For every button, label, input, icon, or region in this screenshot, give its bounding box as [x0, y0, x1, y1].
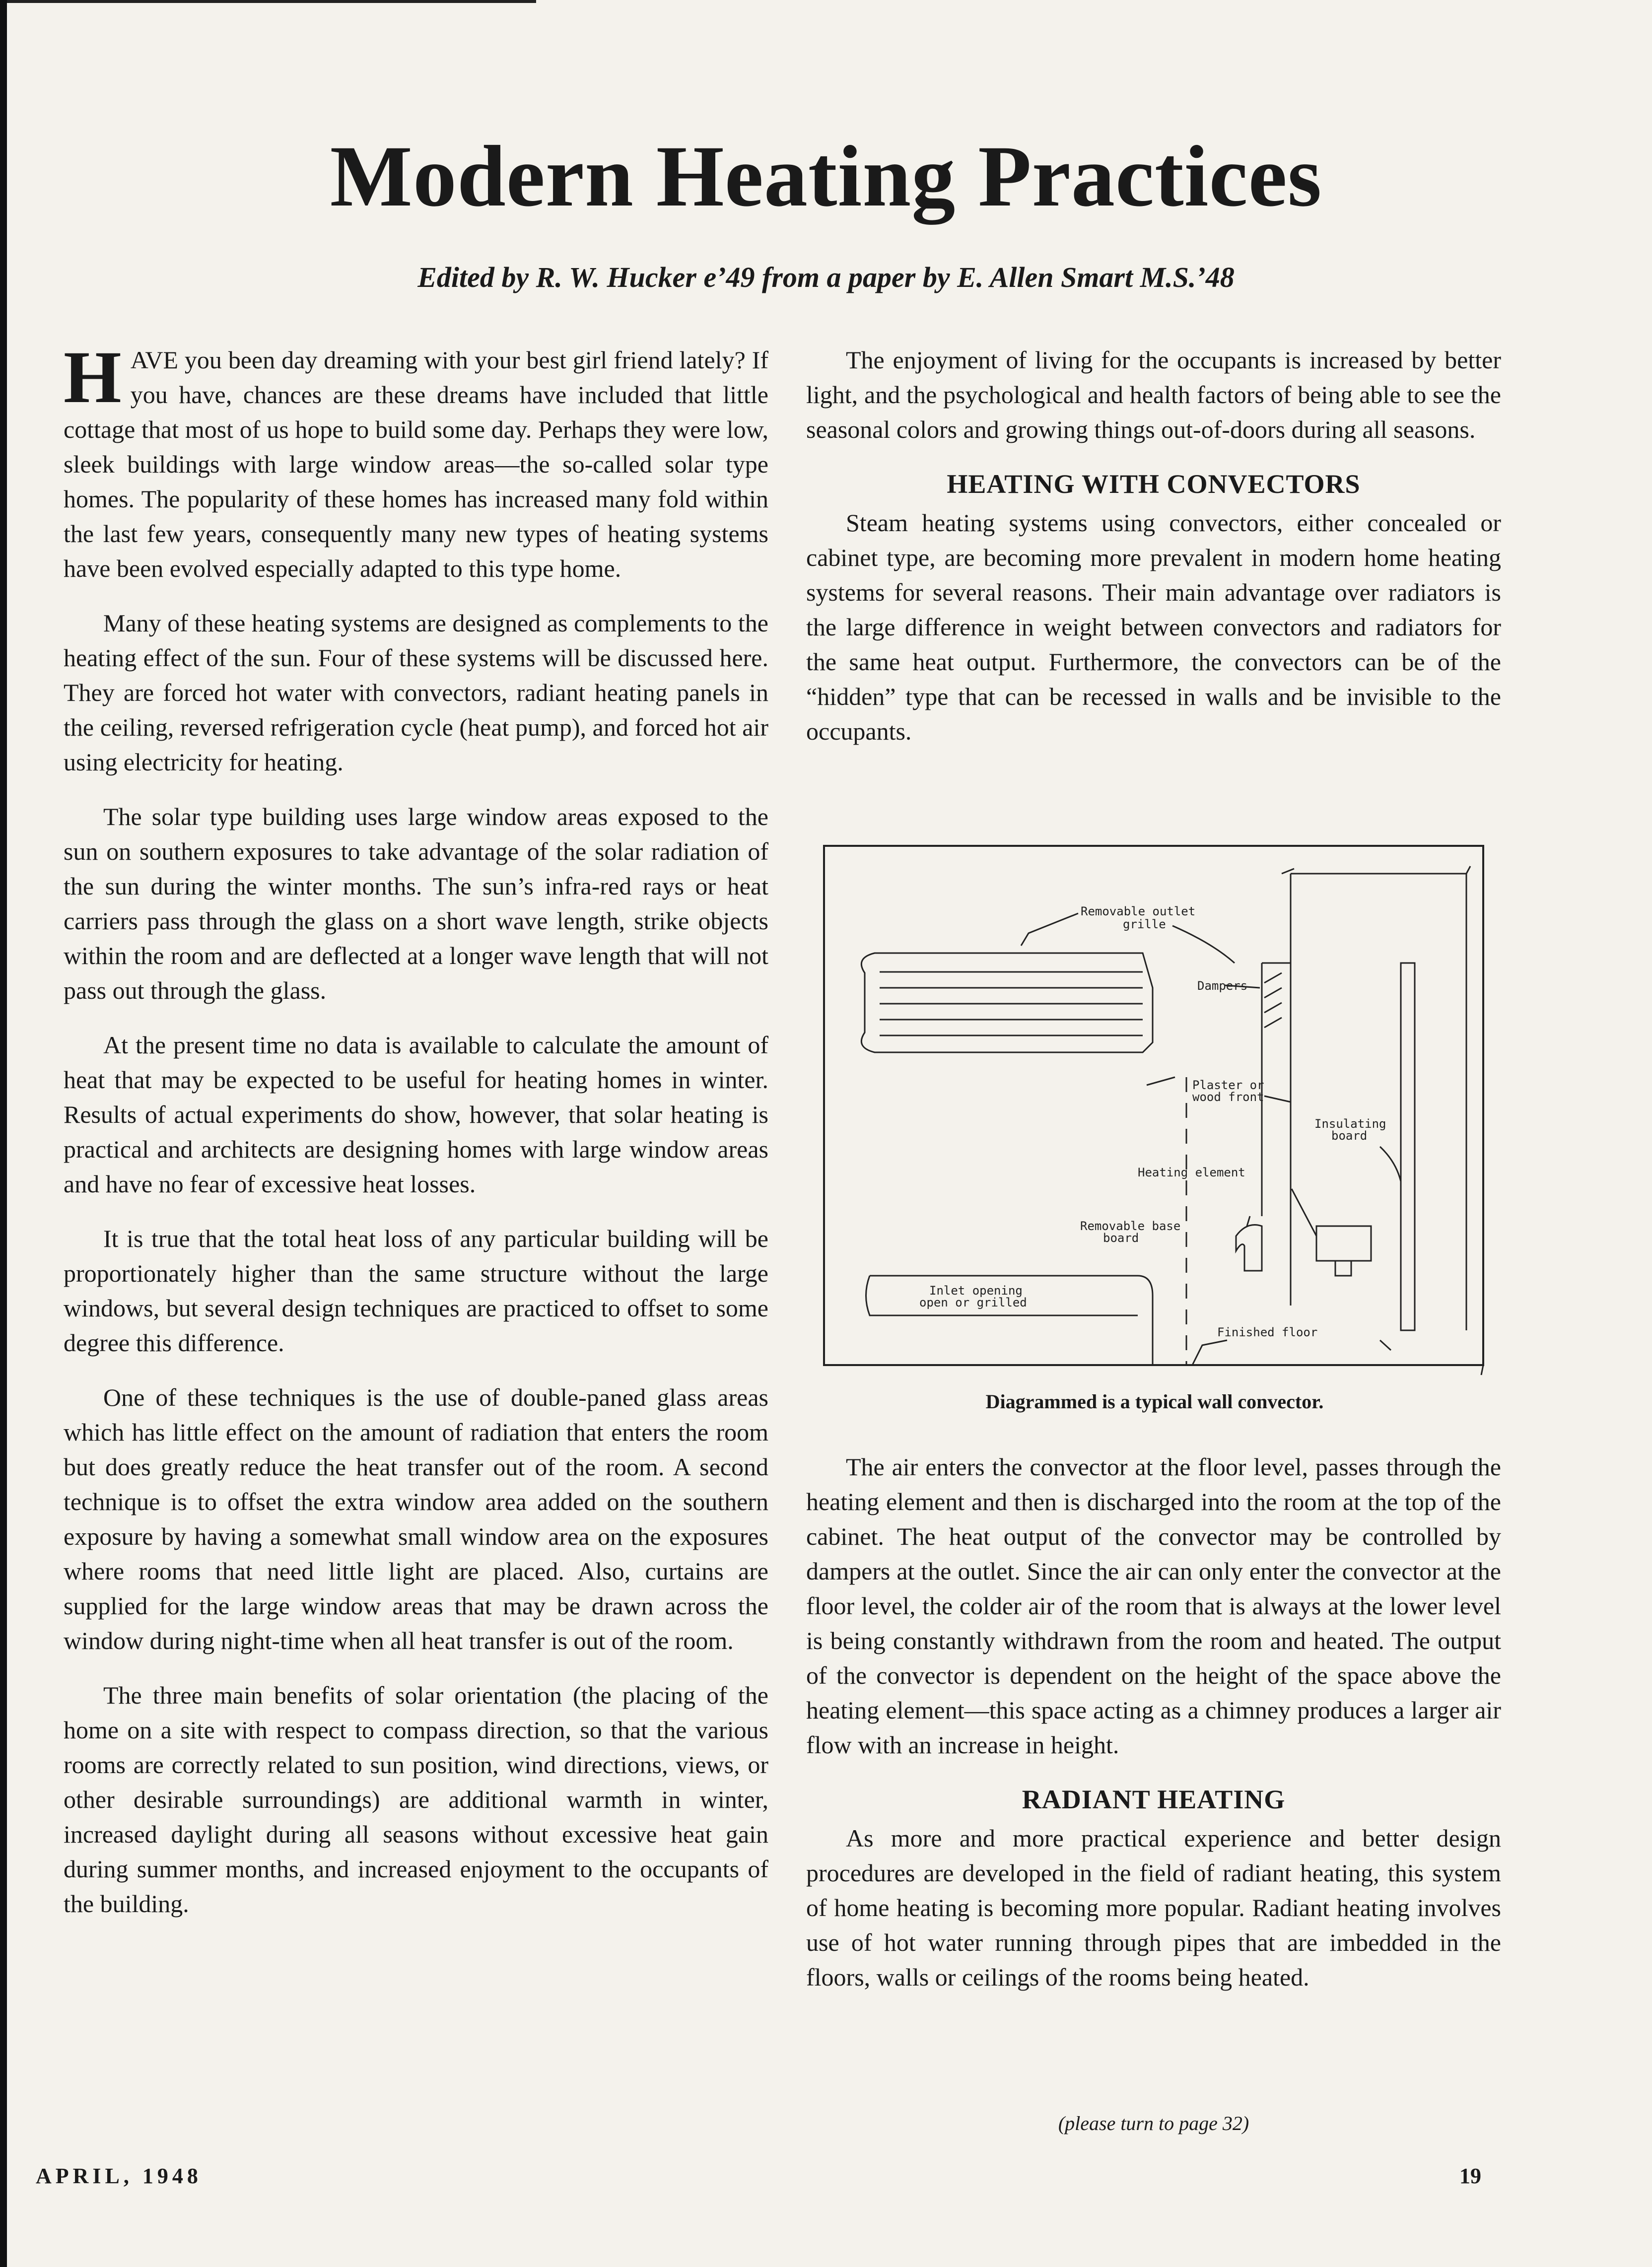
label-inlet-1: Inlet opening — [929, 1284, 1023, 1298]
drop-cap: H — [64, 336, 122, 418]
paragraph-3: The solar type building uses large window areas exposed to the sun on southern exposures to take advantage of the solar radiation of the sun during the winter months. The sun’s infra-red rays or heat carriers pass through the glass on a short wave length, strike objects within the room and are deflected at a longer wave length that will not pass out through the glass. — [64, 803, 768, 1004]
label-plaster-2: wood front — [1192, 1090, 1264, 1104]
label-insulating-2: board — [1331, 1129, 1368, 1143]
page-edge — [0, 0, 7, 2267]
label-heating-element: Heating element — [1138, 1166, 1245, 1179]
footer-date: APRIL, 1948 — [36, 2164, 202, 2188]
paragraph-7: The three main benefits of solar orientation (the placing of the home on a site with respect to compass direction, so that the various rooms are correctly related to sun position, wind directions, views, or other desirable surroundings) are additional warmth in winter, increased daylight during all seasons without excessive heat gain during summer months, and increased enjoyment to the occupants of the building. — [64, 1681, 768, 1918]
paragraph-8: The enjoyment of living for the occupants is increased by better light, and the psychological and health factors of being able to see the seasonal colors and growing things out-of-doors during all seasons. — [806, 346, 1501, 443]
paragraph-11: As more and more practical experience and better design procedures are developed in the field of radiant heating, this system of home heating is becoming more popular. Radiant heating involves use of hot water running through pipes that are imbedded in the floors, walls or ceilings of the rooms being heated. — [806, 1824, 1501, 1991]
paragraph-10: The air enters the convector at the floor level, passes through the heating element and then is discharged into the room at the top of the cabinet. The heat output of the convector may be controlled by dampers at the outlet. Since the air can only enter the convector at the floor level, the colder air of the room that is always at the lower level is being constantly withdrawn from the room and heated. The output of the convector is dependent on the height of the space above the heating element—this space acting as a chimney produces a larger air flow with an increase in height. — [806, 1453, 1501, 1759]
section-heading-radiant: RADIANT HEATING — [1022, 1785, 1286, 1814]
byline: Edited by R. W. Hucker e’49 from a paper by E. Allen Smart M.S.’48 — [417, 261, 1235, 293]
page-number: 19 — [1459, 2164, 1481, 2188]
paragraph-1: HAVE you been day dreaming with your best girl friend lately? If you have, chances are these dreams have included that little cottage that most of us hope to build some day. Perhaps they were low, sleek buildings with large window areas—the so-called solar type homes. The popularity of these homes has increased many fold within the last few years, consequently many new types of heating systems have been evolved especially adapted to this type home. — [64, 336, 768, 582]
label-base-2: board — [1103, 1231, 1139, 1245]
label-base-1: Removable base — [1080, 1219, 1181, 1233]
right-column-bottom — [806, 1449, 1501, 2014]
section-heading-convectors: HEATING WITH CONVECTORS — [947, 469, 1361, 499]
label-outlet-1: Removable outlet — [1081, 904, 1196, 918]
left-column — [64, 336, 768, 1941]
label-floor: Finished floor — [1217, 1325, 1318, 1339]
right-column-top — [806, 343, 1501, 768]
paragraph-2: Many of these heating systems are designed as complements to the heating effect of the sun. Four of these systems will be discussed here. They are forced hot water with convectors, radiant heating panels in the ceiling, reversed refrigeration cycle (heat pump), and forced hot air using electricity for heating. — [64, 609, 768, 776]
article-title: Modern Heating Practices — [330, 128, 1322, 225]
convector-diagram — [815, 839, 1494, 1390]
paragraph-5: It is true that the total heat loss of any particular building will be proportionately higher than the same structure without the large windows, but several design techniques are practiced to offset to some degree this difference. — [64, 1225, 768, 1357]
label-dampers: Dampers — [1197, 979, 1248, 993]
top-rule — [0, 0, 536, 3]
continuation-note: (please turn to page 32) — [1058, 2112, 1249, 2134]
label-insulating-1: Insulating — [1314, 1117, 1386, 1131]
paragraph-4: At the present time no data is available to calculate the amount of heat that may be expected to be useful for heating homes in winter. Results of actual experiments do show, however, that solar heating is practical and architects are designing homes with large window areas and have no fear of excessive heat losses. — [64, 1031, 768, 1198]
figure-caption: Diagrammed is a typical wall convector. — [985, 1390, 1324, 1413]
label-plaster-1: Plaster or — [1192, 1078, 1264, 1092]
paragraph-9: Steam heating systems using convectors, either concealed or cabinet type, are becoming more prevalent in modern home heating systems for several reasons. Their main advantage over radiators is the large difference in weight between convectors and radiators for the same heat output. Furthermore, the convectors can be of the “hidden” type that can be recessed in walls and be invisible to the occupants. — [806, 509, 1501, 745]
paragraph-6: One of these techniques is the use of double-paned glass areas which has little effect on the amount of radiation that enters the room but does greatly reduce the heat transfer out of the room. A second technique is to offset the extra window area added on the southern exposure by having a somewhat small window area on the exposures where rooms that need little light are placed. Also, curtains are supplied for the large window areas that may be drawn across the window during night-time when all heat transfer is out of the room. — [64, 1383, 768, 1654]
label-inlet-2: open or grilled — [919, 1296, 1027, 1309]
label-outlet-2: grille — [1123, 917, 1166, 931]
